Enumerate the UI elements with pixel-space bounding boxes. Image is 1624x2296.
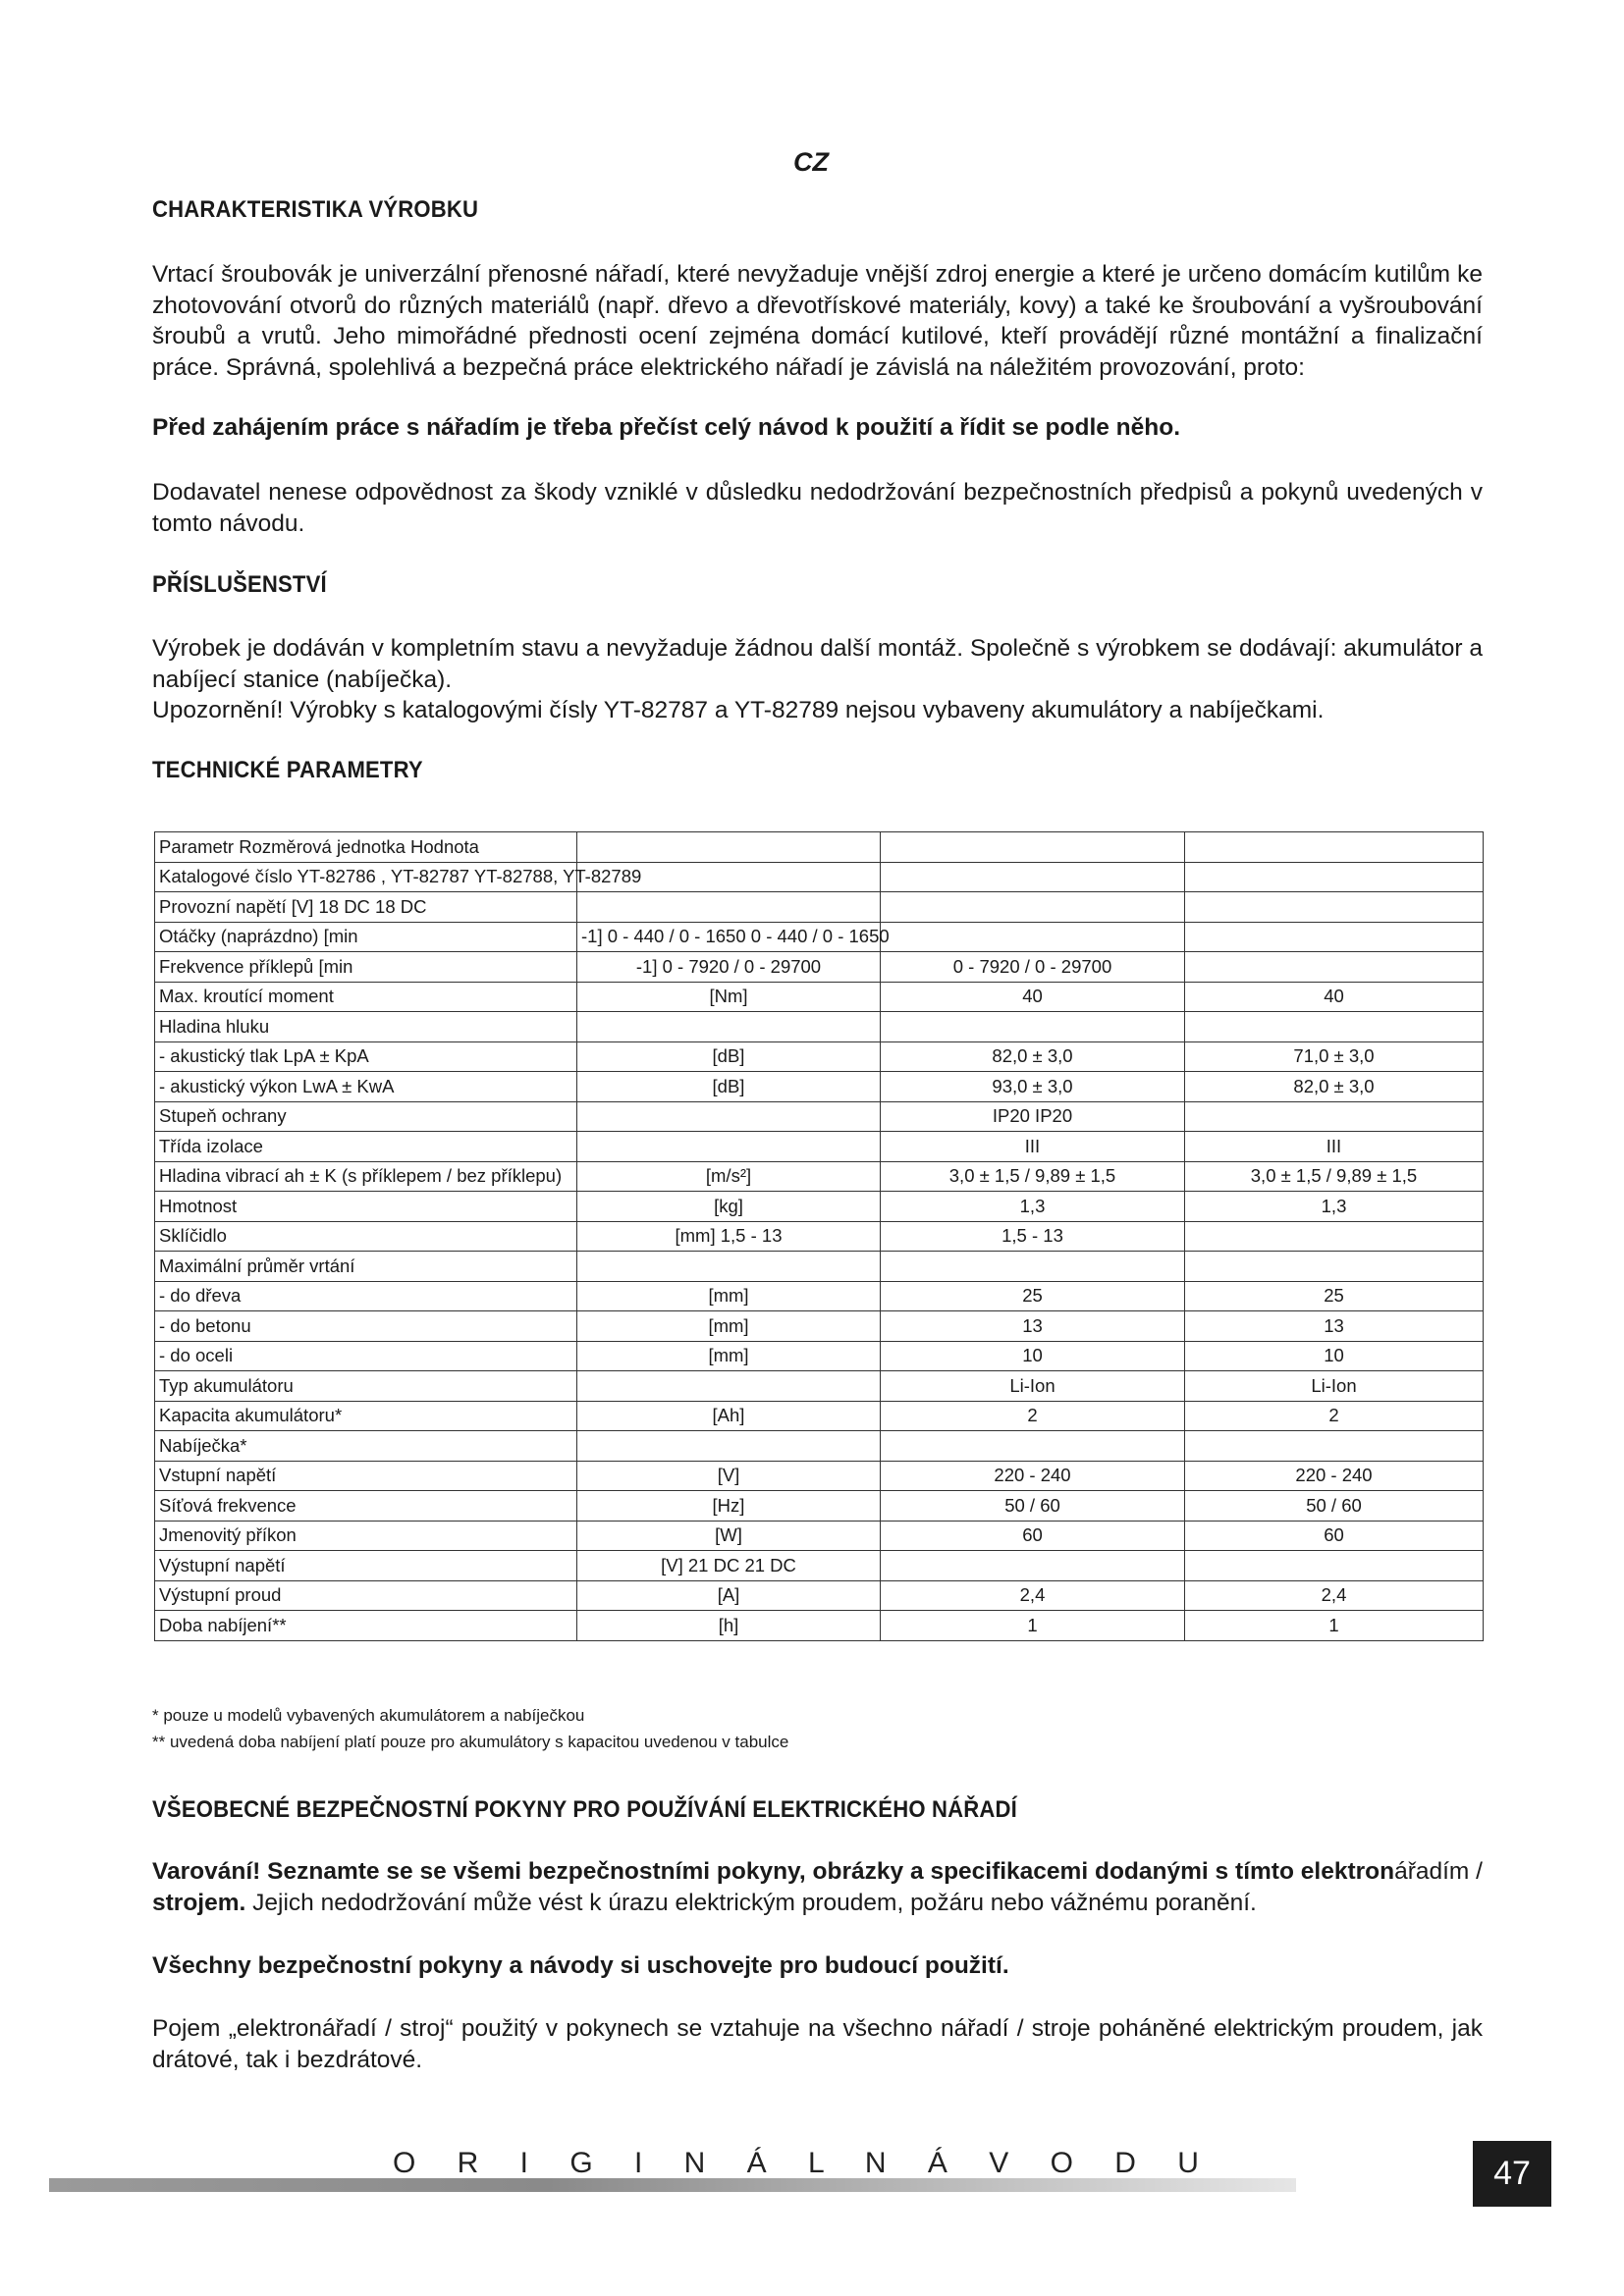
accessories-paragraph: Výrobek je dodáván v kompletním stavu a nevyžaduje žádnou další montáž. Společně s výrobkem se dodávají: akumulátor a nabíjecí stanice (nabíječka). — [152, 635, 1483, 693]
spec-unit — [577, 1252, 881, 1282]
spec-row — [155, 1012, 1484, 1042]
spec-row — [155, 1611, 1484, 1641]
spec-param: - do oceli — [155, 1341, 577, 1371]
footer-bar — [49, 2178, 1296, 2192]
spec-row — [155, 1521, 1484, 1551]
spec-unit: [A] — [577, 1580, 881, 1611]
spec-param: Typ akumulátoru — [155, 1371, 577, 1402]
spec-value-2: 2,4 — [1185, 1580, 1484, 1611]
spec-value-2 — [1185, 1252, 1484, 1282]
spec-value-2: 220 - 240 — [1185, 1461, 1484, 1491]
spec-value-1 — [881, 892, 1185, 923]
spec-row — [155, 1341, 1484, 1371]
spec-value-2: 1 — [1185, 1611, 1484, 1641]
spec-value-1: 93,0 ± 3,0 — [881, 1072, 1185, 1102]
spec-param: Otáčky (naprázdno) [min — [155, 922, 577, 952]
spec-row — [155, 1192, 1484, 1222]
footer-title: O R I G I N Á L N Á V O D U — [393, 2147, 1201, 2179]
spec-value-1 — [881, 922, 1185, 952]
spec-unit: [V] — [577, 1461, 881, 1491]
spec-value-2 — [1185, 1101, 1484, 1132]
spec-unit: [mm] 1,5 - 13 — [577, 1221, 881, 1252]
spec-param: Třída izolace — [155, 1132, 577, 1162]
spec-param: Max. kroutící moment — [155, 982, 577, 1012]
spec-param: Nabíječka* — [155, 1431, 577, 1462]
spec-value-2: 2 — [1185, 1401, 1484, 1431]
spec-value-1: 1,3 — [881, 1192, 1185, 1222]
spec-param: Hmotnost — [155, 1192, 577, 1222]
spec-row — [155, 1281, 1484, 1311]
spec-value-2 — [1185, 832, 1484, 863]
spec-value-2 — [1185, 1012, 1484, 1042]
spec-value-1: 1 — [881, 1611, 1185, 1641]
spec-value-2: Li-Ion — [1185, 1371, 1484, 1402]
spec-unit: [h] — [577, 1611, 881, 1641]
spec-value-2: 60 — [1185, 1521, 1484, 1551]
spec-value-2 — [1185, 952, 1484, 983]
spec-value-1: 220 - 240 — [881, 1461, 1185, 1491]
spec-value-2: 25 — [1185, 1281, 1484, 1311]
term-definition: Pojem „elektronářadí / stroj“ použitý v pokynech se vztahuje na všechno nářadí / stroje poháněné elektrickým proudem, jak drátové, tak i bezdrátové. — [152, 2015, 1483, 2073]
spec-value-1: III — [881, 1132, 1185, 1162]
spec-value-1: 40 — [881, 982, 1185, 1012]
spec-unit — [577, 1101, 881, 1132]
read-manual-note: Před zahájením práce s nářadím je třeba přečíst celý návod k použití a řídit se podle něho. — [152, 414, 1181, 441]
spec-unit — [577, 832, 881, 863]
footnote-2: ** uvedená doba nabíjení platí pouze pro akumulátory s kapacitou uvedenou v tabulce — [152, 1733, 789, 1751]
spec-param: Stupeň ochrany — [155, 1101, 577, 1132]
warning-bold-a: Varování! Seznamte se se všemi bezpečnostními pokyny, obrázky a specifikacemi dodanými s tímto elektron — [152, 1858, 1395, 1885]
liability-paragraph: Dodavatel nenese odpovědnost za škody vzniklé v důsledku nedodržování bezpečnostních předpisů a pokynů uvedených v tomto návodu. — [152, 479, 1483, 537]
spec-param: Kapacita akumulátoru* — [155, 1401, 577, 1431]
spec-param: Doba nabíjení** — [155, 1611, 577, 1641]
characteristics-paragraph: Vrtací šroubovák je univerzální přenosné nářadí, které nevyžaduje vnější zdroj energie a které je určeno domácím kutilům ke zhotovování otvorů do různých materiálů (např. dřevo a dřevotřískové materiály, kovy) a také ke šroubování a vyšroubování šroubů a vrutů. Jeho mimořádné přednosti ocení zejména domácí kutilové, kteří provádějí různé montážní a finalizační práce. Správná, spolehlivá a bezpečná práce elektrického nářadí je závislá na náležitém provozování, proto: — [152, 261, 1483, 381]
spec-value-2: 82,0 ± 3,0 — [1185, 1072, 1484, 1102]
spec-unit: [dB] — [577, 1072, 881, 1102]
keep-instructions-note: Všechny bezpečnostní pokyny a návody si uschovejte pro budoucí použití. — [152, 1952, 1009, 1979]
spec-row — [155, 1072, 1484, 1102]
spec-param: Provozní napětí [V] 18 DC 18 DC — [155, 892, 577, 923]
spec-value-2 — [1185, 862, 1484, 892]
spec-unit: [mm] — [577, 1341, 881, 1371]
spec-param: - akustický tlak LpA ± KpA — [155, 1041, 577, 1072]
spec-row — [155, 1431, 1484, 1462]
spec-value-2: 3,0 ± 1,5 / 9,89 ± 1,5 — [1185, 1161, 1484, 1192]
spec-table — [154, 831, 1484, 1641]
spec-unit: [m/s²] — [577, 1161, 881, 1192]
spec-unit: [Ah] — [577, 1401, 881, 1431]
spec-value-1: IP20 IP20 — [881, 1101, 1185, 1132]
spec-value-1: 3,0 ± 1,5 / 9,89 ± 1,5 — [881, 1161, 1185, 1192]
spec-value-1: 13 — [881, 1311, 1185, 1342]
spec-unit — [577, 1431, 881, 1462]
spec-value-1 — [881, 1012, 1185, 1042]
spec-row — [155, 1132, 1484, 1162]
spec-value-2: 10 — [1185, 1341, 1484, 1371]
spec-param: Parametr Rozměrová jednotka Hodnota — [155, 832, 577, 863]
spec-unit: [kg] — [577, 1192, 881, 1222]
spec-value-2 — [1185, 1221, 1484, 1252]
section-title-accessories: PŘÍSLUŠENSTVÍ — [152, 571, 327, 598]
spec-unit — [577, 892, 881, 923]
spec-row — [155, 1580, 1484, 1611]
warning-normal-b: Jejich nedodržování může vést k úrazu elektrickým proudem, požáru nebo vážnému poranění. — [245, 1889, 1257, 1916]
spec-row — [155, 1101, 1484, 1132]
spec-row — [155, 1311, 1484, 1342]
spec-value-1: 0 - 7920 / 0 - 29700 — [881, 952, 1185, 983]
spec-unit: [mm] — [577, 1311, 881, 1342]
spec-unit: [W] — [577, 1521, 881, 1551]
spec-param: Výstupní napětí — [155, 1551, 577, 1581]
warning-normal-a: ářadím / — [1394, 1858, 1483, 1885]
spec-row — [155, 1041, 1484, 1072]
spec-value-2 — [1185, 1551, 1484, 1581]
spec-value-2 — [1185, 892, 1484, 923]
spec-unit — [577, 1012, 881, 1042]
spec-row — [155, 832, 1484, 863]
spec-value-1 — [881, 1431, 1185, 1462]
spec-value-1: 50 / 60 — [881, 1491, 1185, 1522]
spec-unit: -1] 0 - 440 / 0 - 1650 0 - 440 / 0 - 1650 — [577, 922, 881, 952]
spec-param: Hladina hluku — [155, 1012, 577, 1042]
spec-value-1: 1,5 - 13 — [881, 1221, 1185, 1252]
section-title-safety: VŠEOBECNÉ BEZPEČNOSTNÍ POKYNY PRO POUŽÍVÁNÍ ELEKTRICKÉHO NÁŘADÍ — [152, 1796, 1018, 1823]
spec-value-1 — [881, 1551, 1185, 1581]
spec-row — [155, 1551, 1484, 1581]
spec-value-2: III — [1185, 1132, 1484, 1162]
spec-value-1 — [881, 862, 1185, 892]
spec-param: Jmenovitý příkon — [155, 1521, 577, 1551]
footnote-1: * pouze u modelů vybavených akumulátorem a nabíječkou — [152, 1706, 585, 1725]
page-number: 47 — [1473, 2141, 1551, 2207]
spec-param: Sklíčidlo — [155, 1221, 577, 1252]
safety-warning — [152, 1856, 1483, 1918]
spec-unit: [V] 21 DC 21 DC — [577, 1551, 881, 1581]
spec-value-1: 60 — [881, 1521, 1185, 1551]
spec-value-2: 50 / 60 — [1185, 1491, 1484, 1522]
spec-row — [155, 1401, 1484, 1431]
spec-param: Výstupní proud — [155, 1580, 577, 1611]
spec-row — [155, 1161, 1484, 1192]
spec-value-2: 1,3 — [1185, 1192, 1484, 1222]
spec-value-1: 10 — [881, 1341, 1185, 1371]
spec-param: Maximální průměr vrtání — [155, 1252, 577, 1282]
spec-value-2: 71,0 ± 3,0 — [1185, 1041, 1484, 1072]
section-title-tech: TECHNICKÉ PARAMETRY — [152, 757, 423, 783]
language-code: CZ — [793, 147, 829, 177]
spec-param: Hladina vibrací ah ± K (s příklepem / bez příklepu) — [155, 1161, 577, 1192]
spec-param: Síťová frekvence — [155, 1491, 577, 1522]
section-title-characteristics: CHARAKTERISTIKA VÝROBKU — [152, 196, 479, 223]
spec-row — [155, 1491, 1484, 1522]
spec-unit: [mm] — [577, 1281, 881, 1311]
spec-value-1: 25 — [881, 1281, 1185, 1311]
spec-param: Vstupní napětí — [155, 1461, 577, 1491]
spec-row — [155, 982, 1484, 1012]
spec-row — [155, 922, 1484, 952]
spec-param: Frekvence příklepů [min — [155, 952, 577, 983]
spec-unit — [577, 1132, 881, 1162]
spec-row — [155, 862, 1484, 892]
spec-value-1 — [881, 832, 1185, 863]
spec-value-2 — [1185, 1431, 1484, 1462]
spec-param: - akustický výkon LwA ± KwA — [155, 1072, 577, 1102]
spec-unit: [Nm] — [577, 982, 881, 1012]
accessories-warning: Upozornění! Výrobky s katalogovými čísly YT-82787 a YT-82789 nejsou vybaveny akumulátory a nabíječkami. — [152, 697, 1325, 723]
spec-value-2 — [1185, 922, 1484, 952]
warning-bold-b: strojem. — [152, 1889, 246, 1916]
spec-unit: -1] 0 - 7920 / 0 - 29700 — [577, 952, 881, 983]
spec-row — [155, 1221, 1484, 1252]
spec-value-1: Li-Ion — [881, 1371, 1185, 1402]
spec-param: - do betonu — [155, 1311, 577, 1342]
spec-value-1: 82,0 ± 3,0 — [881, 1041, 1185, 1072]
spec-value-2: 40 — [1185, 982, 1484, 1012]
spec-row — [155, 1371, 1484, 1402]
spec-row — [155, 1252, 1484, 1282]
spec-value-1: 2 — [881, 1401, 1185, 1431]
spec-value-1 — [881, 1252, 1185, 1282]
spec-unit: [dB] — [577, 1041, 881, 1072]
spec-row — [155, 892, 1484, 923]
spec-row — [155, 1461, 1484, 1491]
spec-unit: [Hz] — [577, 1491, 881, 1522]
spec-param: - do dřeva — [155, 1281, 577, 1311]
spec-value-2: 13 — [1185, 1311, 1484, 1342]
spec-value-1: 2,4 — [881, 1580, 1185, 1611]
spec-row — [155, 952, 1484, 983]
spec-param: Katalogové číslo YT-82786 , YT-82787 YT-82788, YT-82789 — [155, 862, 577, 892]
spec-unit — [577, 1371, 881, 1402]
